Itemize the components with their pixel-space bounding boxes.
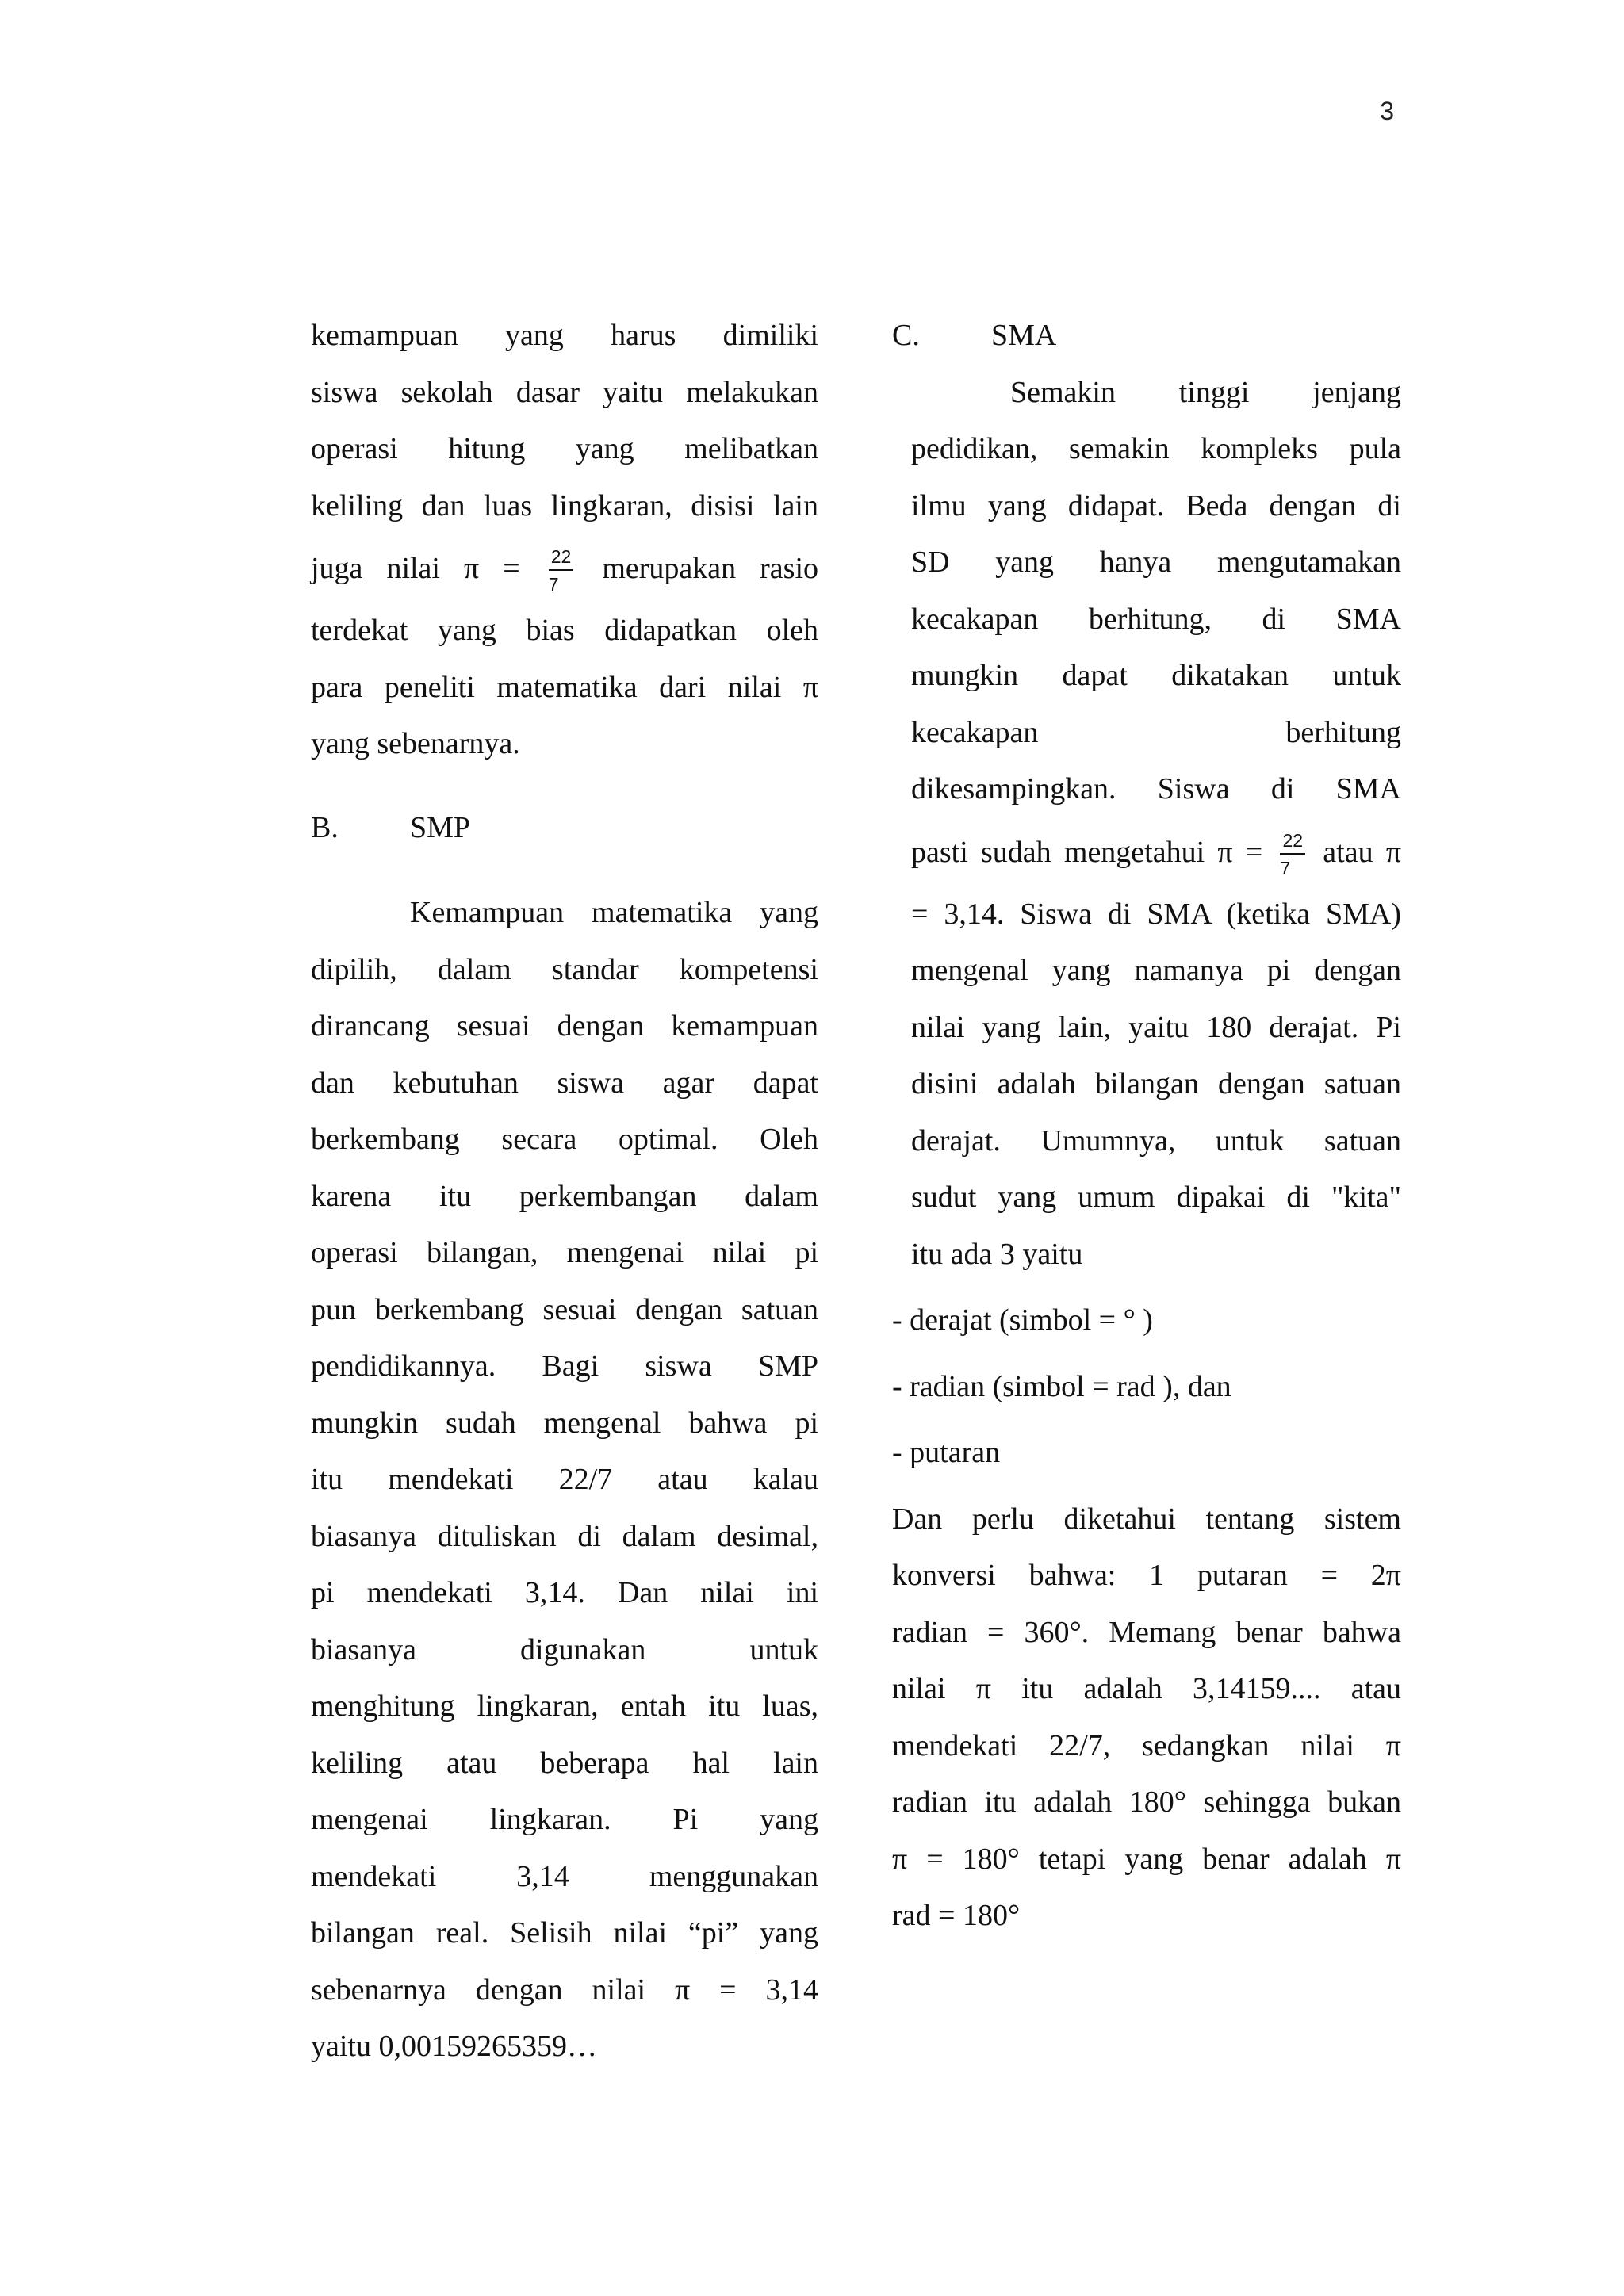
text-line: itu ada 3 yaitu — [911, 1237, 1083, 1271]
text-line: kecakapan berhitung, di SMA — [911, 602, 1401, 636]
fraction-line-before: pasti sudah mengetahui π = — [911, 835, 1263, 869]
text-line: dipilih, dalam standar kompetensi — [311, 952, 818, 986]
text-line: bilangan real. Selisih nilai “pi” yang — [311, 1916, 818, 1950]
section-title: SMA — [991, 319, 1057, 352]
text-line: yang sebenarnya. — [311, 727, 520, 760]
fraction-text-line — [311, 534, 818, 603]
text-line: biasanya dituliskan di dalam desimal, — [311, 1519, 818, 1553]
text-line: kecakapan berhitung — [911, 715, 1401, 749]
list-item: - putaran — [892, 1436, 1001, 1469]
right-column — [892, 308, 1401, 1945]
list-item: - derajat (simbol = ° ) — [892, 1303, 1153, 1337]
text-line: pendidikannya. Bagi siswa SMP — [311, 1349, 818, 1383]
text-line: disini adalah bilangan dengan satuan — [911, 1067, 1401, 1100]
text-line: rad = 180° — [892, 1899, 1021, 1932]
fraction-text-line — [911, 818, 1401, 886]
text-line: biasanya digunakan untuk — [311, 1632, 818, 1667]
text-line: radian itu adalah 180° sehingga bukan — [892, 1785, 1401, 1819]
text-line: ilmu yang didapat. Beda dengan di — [911, 488, 1401, 522]
text-line: yaitu 0,00159265359… — [311, 2030, 597, 2063]
fraction-line-after: merupakan rasio — [602, 552, 819, 585]
text-line: pedidikan, semakin kompleks pula — [911, 432, 1401, 465]
text-line: mengenal yang namanya pi dengan — [911, 954, 1401, 987]
text-line: = 3,14. Siswa di SMA (ketika SMA) — [911, 897, 1401, 931]
text-line: operasi bilangan, mengenai nilai pi — [311, 1236, 818, 1269]
angle-units-list — [892, 1292, 1401, 1482]
fraction-22-over-7 — [1280, 829, 1305, 878]
text-line: derajat. Umumnya, untuk satuan — [911, 1123, 1401, 1158]
text-line: dirancang sesuai dengan kemampuan — [311, 1009, 818, 1043]
text-line: kemampuan yang harus dimiliki — [311, 319, 818, 352]
sma-paragraph — [892, 365, 1401, 1284]
text-line: sebenarnya dengan nilai π = 3,14 — [311, 1973, 818, 2007]
text-line: Kemampuan matematika yang — [410, 896, 818, 929]
text-line: mengenai lingkaran. Pi yang — [311, 1803, 818, 1836]
fraction-denominator: 7 — [548, 574, 559, 595]
text-line: Dan perlu diketahui tentang sistem — [892, 1502, 1401, 1536]
text-line: itu mendekati 22/7 atau kalau — [311, 1463, 818, 1496]
text-line: sudut yang umum dipakai di "kita" — [911, 1181, 1401, 1214]
text-line: SD yang hanya mengutamakan — [911, 545, 1401, 579]
text-line: nilai π itu adalah 3,14159.... atau — [892, 1672, 1401, 1705]
text-line: menghitung lingkaran, entah itu luas, — [311, 1689, 818, 1723]
text-line: keliling dan luas lingkaran, disisi lain — [311, 488, 818, 522]
text-line: karena itu perkembangan dalam — [311, 1179, 818, 1213]
text-line: nilai yang lain, yaitu 180 derajat. Pi — [911, 1010, 1401, 1044]
text-line: para peneliti matematika dari nilai π — [311, 670, 818, 704]
section-letter: B. — [311, 810, 339, 844]
fraction-denominator: 7 — [1280, 857, 1291, 878]
text-line: mungkin dapat dikatakan untuk — [911, 659, 1401, 692]
page-number: 3 — [1380, 97, 1394, 125]
text-line: radian = 360°. Memang benar bahwa — [892, 1615, 1401, 1649]
text-line: konversi bahwa: 1 putaran = 2π — [892, 1559, 1401, 1592]
fraction-numerator: 22 — [1280, 832, 1305, 855]
closing-paragraph — [892, 1491, 1401, 1945]
text-line: keliling atau beberapa hal lain — [311, 1746, 818, 1780]
text-line: siswa sekolah dasar yaitu melakukan — [311, 375, 818, 409]
list-item: - radian (simbol = rad ), dan — [892, 1369, 1231, 1403]
text-line: mungkin sudah mengenal bahwa pi — [311, 1406, 818, 1440]
text-line: operasi hitung yang melibatkan — [311, 432, 818, 465]
left-column — [311, 308, 818, 2076]
text-line: pun berkembang sesuai dengan satuan — [311, 1292, 818, 1326]
fraction-numerator: 22 — [549, 548, 574, 571]
text-line: berkembang secara optimal. Oleh — [311, 1123, 818, 1156]
text-line: terdekat yang bias didapatkan oleh — [311, 614, 818, 647]
fraction-line-before: juga nilai π = — [311, 552, 520, 585]
text-line: mendekati 22/7, sedangkan nilai π — [892, 1728, 1401, 1762]
text-line: pi mendekati 3,14. Dan nilai ini — [311, 1576, 818, 1609]
text-line: dan kebutuhan siswa agar dapat — [311, 1066, 818, 1100]
section-letter: C. — [892, 319, 920, 352]
section-heading-smp — [311, 800, 818, 857]
text-line: π = 180° tetapi yang benar adalah π — [892, 1842, 1401, 1876]
section-title: SMP — [410, 810, 471, 844]
fraction-22-over-7 — [549, 548, 574, 594]
text-line: dikesampingkan. Siswa di SMA — [911, 772, 1401, 806]
intro-paragraph — [311, 308, 818, 773]
text-line: Semakin tinggi jenjang — [1010, 375, 1401, 409]
fraction-line-after: atau π — [1323, 835, 1402, 869]
smp-paragraph — [311, 885, 818, 2076]
section-heading-sma — [892, 308, 1401, 365]
text-line: mendekati 3,14 menggunakan — [311, 1859, 818, 1893]
